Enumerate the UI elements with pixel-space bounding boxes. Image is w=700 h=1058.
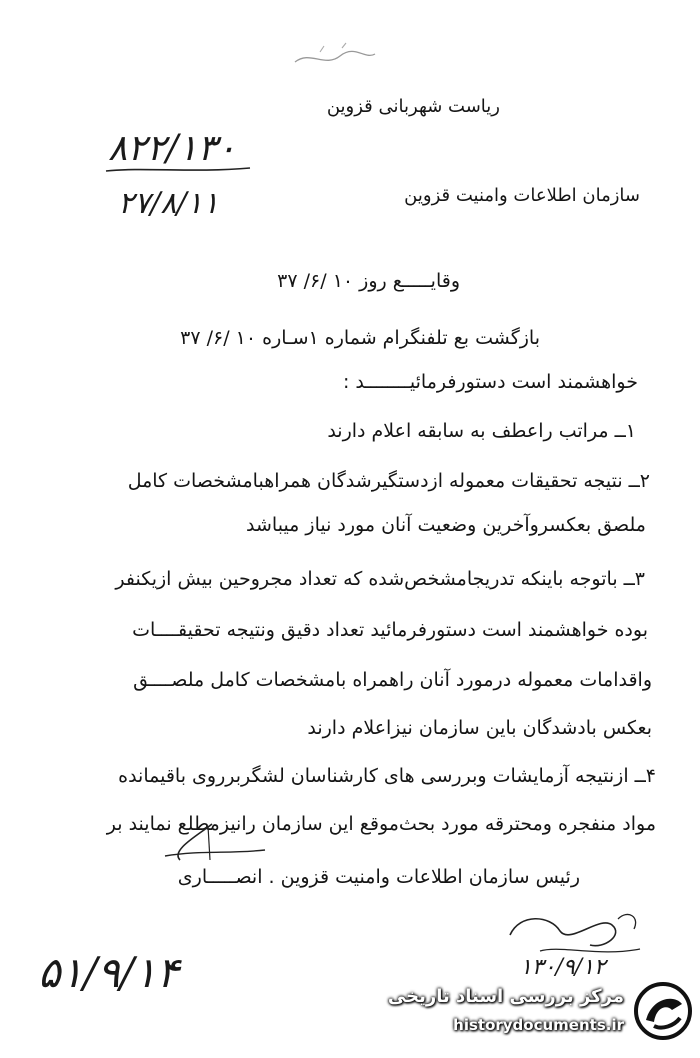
item-line-2: ۲ــ نتیجه تحقیقات معموله ازدستگیرشدگان همراهبامشخصات کامل [127, 470, 650, 492]
registry-underline [104, 165, 254, 175]
item-line-5: بوده خواهشمند است دستورفرمائید تعداد دقیق ونتیجه تحقیقــــات [132, 619, 648, 641]
registry-number: ۸۲۲/۱۳۰ [108, 128, 237, 169]
signature-line: رئیس سازمان اطلاعات وامنیت قزوین . انصـــــاری [177, 866, 580, 888]
watermark [387, 980, 694, 1050]
handwritten-date: ۵۱/۹/۱۴ [38, 948, 180, 997]
item-line-8: ۴ــ ازنتیجه آزمایشات وبررسی های کارشناسان لشگربرروی باقیمانده [118, 765, 656, 787]
watermark-name: مرکز بررسی اسناد تاریخی [387, 986, 624, 1007]
reference-line: بازگشت بع تلفنگرام شماره ۱سـاره ۱۰ /۶/ ۳۷ [180, 327, 540, 349]
pen-mark [160, 820, 270, 870]
subject-line: وقایـــــع روز ۱۰ /۶/ ۳۷ [277, 270, 460, 292]
watermark-url: historydocuments.ir [453, 1016, 624, 1034]
addressee-line: ریاست شهربانی قزوین [326, 96, 500, 117]
top-scribble [290, 40, 380, 70]
archive-logo-icon [632, 980, 694, 1042]
handwritten-note: ۱۳۰/۹/۱۲ [520, 955, 606, 980]
item-line-7: بعکس بادشدگان باین سازمان نیزاعلام دارند [307, 717, 652, 739]
item-line-1: ۱ــ مراتب راعطف به سابقه اعلام دارند [327, 420, 636, 442]
request-intro: خواهشمند است دستورفرمائیــــــــد : [342, 371, 638, 393]
item-line-6: واقدامات معموله درمورد آنان راهمراه بامشخصات کامل ملصــــق [133, 669, 652, 691]
item-line-9: مواد منفجره ومحترقه مورد بحث‌موقع این سازمان رانیزمطلع نمایند بر [106, 813, 656, 835]
item-line-4: ۳ــ باتوجه باینکه تدریجامشخص‌شده که تعداد مجروحین بیش ازیکنفر [115, 568, 645, 590]
item-line-3: ملصق بعکسروآخرین وضعیت آنان مورد نیاز میباشد [246, 514, 646, 536]
sender-line: سازمان اطلاعات وامنیت قزوین [404, 185, 640, 206]
registry-date: ۲۷/۸/۱۱ [118, 186, 219, 221]
